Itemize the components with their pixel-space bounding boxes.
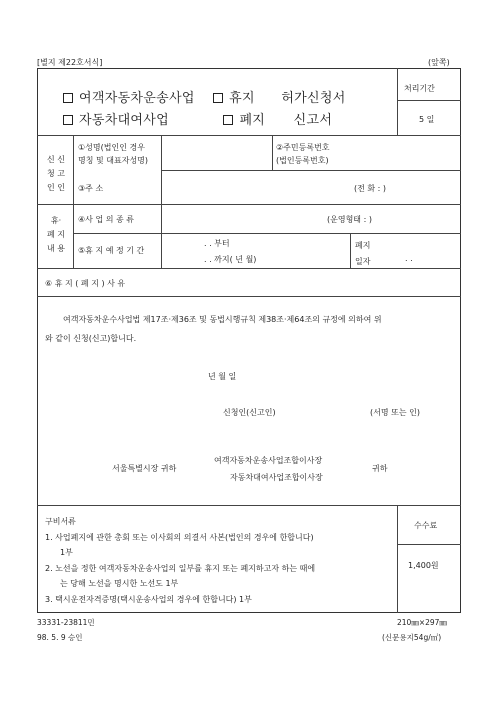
statement-line-1: 여객자동차운수사업법 제17조·제36조 및 동법시행규칙 제38조·제64조의 규정에 의하여 위	[63, 315, 382, 324]
address-label: ③주 소	[78, 184, 104, 193]
period-from: . . 부터	[204, 239, 230, 248]
recipient-passenger-association: 여객자동차운송사업조합이사장	[214, 456, 323, 465]
checkbox-abolition[interactable]	[223, 115, 233, 125]
checkbox-passenger-transport[interactable]	[63, 93, 73, 103]
paper-spec: (신문용지54g/㎡)	[382, 633, 442, 642]
suspension-period-label: ⑤휴 지 예 정 기 간	[78, 246, 145, 255]
name-label: ①성명(법인인 경우 명칭 및 대표자성명)	[78, 143, 149, 165]
kind-report: 신고서	[293, 113, 333, 128]
document-item-1: 1. 사업폐지에 관한 총회 또는 이사회의 의결서 사본(법인의 경우에 한합니다)	[45, 533, 314, 542]
closure-date-label: 폐지 일자	[355, 241, 371, 266]
paper-size: 210㎜×297㎜	[397, 618, 447, 627]
checkbox-car-rental[interactable]	[63, 115, 73, 125]
form-number: [별지 제22호서식]	[37, 58, 103, 67]
recipient-mayor: 서울특별시장 귀하	[112, 464, 177, 473]
option-suspension: 휴지	[229, 91, 255, 106]
phone-label: (전 화 : )	[354, 184, 387, 193]
reason-label: ⑥ 휴 지 ( 폐 지 ) 사 유	[45, 279, 126, 288]
document-item-1-count: 1부	[60, 548, 73, 557]
applicant-section-label: 신 신 청 고 인 인	[47, 155, 65, 192]
option-car-rental: 자동차대여사업	[79, 113, 170, 128]
applicant-signature-label: 신청인(신고인)	[223, 408, 276, 417]
application-date: 년 월 일	[208, 372, 237, 381]
title-row-2	[63, 109, 332, 128]
statement-line-2: 와 같이 신청(신고)합니다.	[45, 334, 137, 343]
recipient-rental-association: 자동차대여사업조합이사장	[230, 473, 323, 482]
checkbox-suspension[interactable]	[213, 93, 223, 103]
period-to: . . 까지( 년 월)	[204, 255, 257, 264]
registration-number-label: ②주민등록번호 (법인등록번호)	[276, 143, 330, 165]
closure-date-value: . .	[405, 254, 413, 263]
kind-permit-application: 허가신청서	[281, 91, 346, 106]
processing-period-label: 처리기간	[404, 84, 435, 93]
processing-period-value: 5 일	[419, 115, 435, 124]
fee-label: 수수료	[414, 521, 438, 530]
document-item-2-cont: 는 당해 노선을 명시한 노선도 1부	[60, 579, 179, 588]
title-row-1	[63, 87, 346, 106]
business-type-label: ④사 업 의 종 류	[78, 215, 134, 224]
page-side-label: (앞쪽)	[428, 58, 450, 67]
required-documents-title: 구비서류	[45, 517, 76, 526]
approval-date: 98. 5. 9 승인	[37, 633, 83, 642]
fee-value: 1,400원	[408, 561, 439, 570]
operation-type-field: (운영형태 : )	[327, 215, 372, 224]
option-passenger-transport: 여객자동차운송사업	[79, 91, 195, 106]
document-item-3: 3. 택시운전자격증명(택시운송사업의 경우에 한합니다) 1부	[45, 595, 252, 604]
document-item-2: 2. 노선을 정한 여객자동차운송사업의 일부를 휴지 또는 폐지하고자 하는 때에	[45, 564, 316, 573]
form-code: 33331-23811민	[37, 618, 95, 627]
option-abolition: 폐지	[239, 113, 266, 128]
signature-note: (서명 또는 인)	[370, 408, 420, 417]
closure-section-label: 휴· 폐 지 내 용	[47, 216, 65, 253]
recipient-suffix: 귀하	[372, 464, 388, 473]
